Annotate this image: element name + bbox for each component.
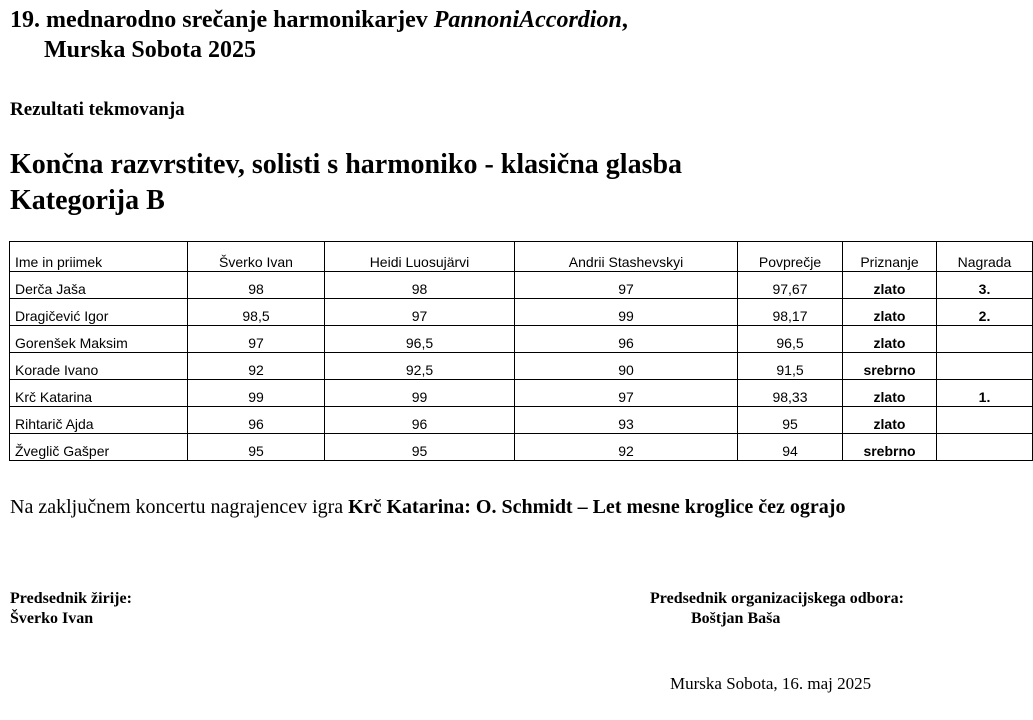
title-suffix: ,: [621, 7, 628, 33]
cell-award: [937, 353, 1033, 380]
results-table: [9, 241, 1033, 461]
cell-award: 1.: [937, 380, 1033, 407]
page-title: [10, 6, 628, 34]
cell-average: 94: [738, 434, 843, 461]
cell-judge-3: 97: [515, 380, 738, 407]
cell-judge-2: 96,5: [325, 326, 515, 353]
cell-name: Korade Ivano: [10, 353, 188, 380]
cell-judge-3: 90: [515, 353, 738, 380]
concert-prefix: Na zaključnem koncertu nagrajencev igra: [10, 496, 349, 518]
cell-judge-3: 93: [515, 407, 738, 434]
cell-award: 3.: [937, 272, 1033, 299]
cell-recognition: srebrno: [843, 353, 937, 380]
page-title-line2: Murska Sobota 2025: [44, 37, 257, 63]
table-row: [10, 407, 1033, 434]
cell-name: Krč Katarina: [10, 380, 188, 407]
cell-recognition: zlato: [843, 407, 937, 434]
cell-judge-1: 97: [188, 326, 325, 353]
table-row: [10, 299, 1033, 326]
header-judge-1: Šverko Ivan: [188, 242, 325, 272]
cell-judge-2: 97: [325, 299, 515, 326]
cell-judge-2: 96: [325, 407, 515, 434]
table-row: [10, 272, 1033, 299]
cell-name: Rihtarič Ajda: [10, 407, 188, 434]
jury-president-name: Šverko Ivan: [10, 610, 94, 627]
cell-recognition: zlato: [843, 299, 937, 326]
cell-judge-3: 99: [515, 299, 738, 326]
title-prefix: 19. mednarodno srečanje harmonikarjev: [10, 7, 434, 33]
table-header-row: [10, 242, 1033, 272]
cell-judge-1: 98,5: [188, 299, 325, 326]
table-row: [10, 326, 1033, 353]
cell-award: [937, 326, 1033, 353]
header-judge-3: Andrii Stashevskyi: [515, 242, 738, 272]
cell-average: 98,33: [738, 380, 843, 407]
header-average: Povprečje: [738, 242, 843, 272]
cell-judge-2: 99: [325, 380, 515, 407]
header-judge-2: Heidi Luosujärvi: [325, 242, 515, 272]
table-row: [10, 434, 1033, 461]
cell-judge-2: 98: [325, 272, 515, 299]
cell-recognition: zlato: [843, 272, 937, 299]
closing-concert-note: [10, 494, 845, 520]
table-row: [10, 380, 1033, 407]
cell-average: 98,17: [738, 299, 843, 326]
org-president-title: Predsednik organizacijskega odbora:: [650, 590, 904, 607]
cell-judge-3: 97: [515, 272, 738, 299]
place-and-date: Murska Sobota, 16. maj 2025: [670, 674, 872, 693]
cell-judge-2: 95: [325, 434, 515, 461]
cell-award: [937, 434, 1033, 461]
cell-award: [937, 407, 1033, 434]
cell-name: Žveglič Gašper: [10, 434, 188, 461]
category-heading: Kategorija B: [10, 185, 165, 216]
concert-performer: Krč Katarina: O. Schmidt – Let mesne kroglice čez ograjo: [348, 496, 846, 518]
cell-average: 96,5: [738, 326, 843, 353]
table-row: [10, 353, 1033, 380]
cell-name: Gorenšek Maksim: [10, 326, 188, 353]
cell-recognition: srebrno: [843, 434, 937, 461]
jury-president-title: Predsednik žirije:: [10, 590, 132, 607]
cell-judge-1: 95: [188, 434, 325, 461]
header-award: Nagrada: [937, 242, 1033, 272]
festival-name: PannoniAccordion: [433, 7, 622, 33]
ranking-heading: Končna razvrstitev, solisti s harmoniko - klasična glasba: [10, 149, 683, 180]
org-president-name: Boštjan Baša: [691, 610, 781, 627]
cell-name: Derča Jaša: [10, 272, 188, 299]
cell-judge-3: 96: [515, 326, 738, 353]
cell-judge-1: 99: [188, 380, 325, 407]
cell-judge-3: 92: [515, 434, 738, 461]
cell-award: 2.: [937, 299, 1033, 326]
header-name: Ime in priimek: [10, 242, 188, 272]
cell-recognition: zlato: [843, 326, 937, 353]
header-recognition: Priznanje: [843, 242, 937, 272]
cell-average: 91,5: [738, 353, 843, 380]
cell-average: 95: [738, 407, 843, 434]
results-subtitle: Rezultati tekmovanja: [10, 99, 185, 120]
cell-name: Dragičević Igor: [10, 299, 188, 326]
cell-judge-2: 92,5: [325, 353, 515, 380]
cell-judge-1: 92: [188, 353, 325, 380]
cell-judge-1: 96: [188, 407, 325, 434]
cell-recognition: zlato: [843, 380, 937, 407]
cell-average: 97,67: [738, 272, 843, 299]
cell-judge-1: 98: [188, 272, 325, 299]
